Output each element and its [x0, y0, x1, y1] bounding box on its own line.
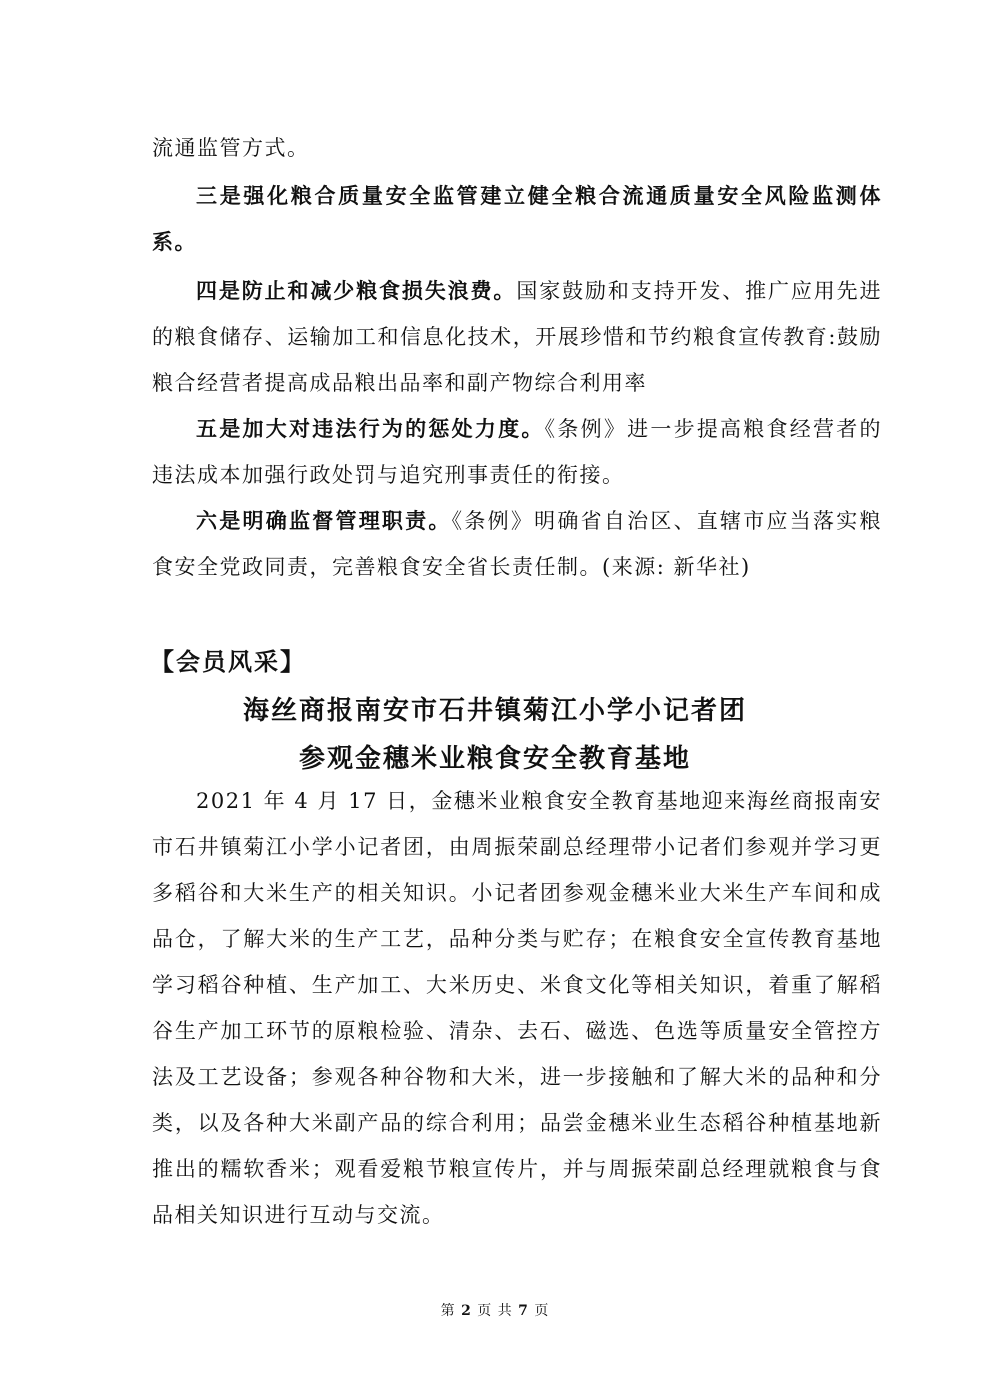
footer-middle: 页 共 [477, 1303, 513, 1319]
paragraph-point-5 [152, 406, 882, 498]
footer-suffix: 页 [534, 1303, 550, 1319]
paragraph-continuation [152, 125, 882, 171]
paragraph-text: 《条例》明确省自治区、直辖市应当落实粮食安全党政同责，完善粮食安全省长责任制。(来源: 新华社) [152, 509, 882, 579]
page-footer [0, 1300, 990, 1320]
section-heading: 【会员风采】 [150, 648, 306, 676]
article-title-line-2: 参观金穗米业粮食安全教育基地 [298, 744, 691, 774]
article-body [152, 778, 882, 1238]
paragraph-bold-lead: 四是防止和减少粮食损失浪费。 [196, 279, 517, 303]
footer-prefix: 第 [440, 1303, 456, 1319]
article-title-line-1: 海丝商报南安市石井镇菊江小学小记者团 [242, 696, 747, 726]
paragraph-point-4 [152, 268, 882, 406]
paragraph-text: 《条例》进一步提高粮食经营者的违法成本加强行政处罚与追究刑事责任的衔接。 [152, 417, 883, 487]
article-body-text: 2021 年 4 月 17 日，金穗米业粮食安全教育基地迎来海丝商报南安市石井镇菊江小学小记者团，由周振荣副总经理带小记者们参观并学习更多稻谷和大米生产的相关知识。小记者团参观金穗米业大米生产车间和成品仓，了解大米的生产工艺，品种分类与贮存；在粮食安全宣传教育基地学习稻谷种植、生产加工、大米历史、米食文化等相关知识，着重了解稻谷生产加工环节的原粮检验、清杂、去石、磁选、色选等质量安全管控方法及工艺设备；参观各种谷物和大米，进一步接触和了解大米的品种和分类，以及各种大米副产品的综合利用；品尝金穗米业生态稻谷种植基地新推出的糯软香米；观看爱粮节粮宣传片，并与周振荣副总经理就粮食与食品相关知识进行互动与交流。 [152, 789, 882, 1227]
paragraph-bold-lead: 六是明确监督管理职责。 [196, 509, 452, 533]
paragraph-point-3 [152, 173, 882, 265]
paragraph-text: 流通监管方式。 [152, 136, 310, 160]
paragraph-bold-lead: 三是强化粮合质量安全监管建立健全粮合流通质量安全风险监测体系。 [152, 184, 882, 254]
paragraph-text: 国家鼓励和支持开发、推广应用先进的粮食储存、运输加工和信息化技术，开展珍惜和节约粮食宣传教育:鼓励粮合经营者提高成品粮出品率和副产物综合利用率 [152, 279, 883, 395]
footer-total-pages: 7 [518, 1303, 529, 1319]
paragraph-point-6 [152, 498, 882, 590]
paragraph-bold-lead: 五是加大对违法行为的惩处力度。 [196, 417, 545, 441]
footer-page-number: 2 [461, 1303, 472, 1319]
